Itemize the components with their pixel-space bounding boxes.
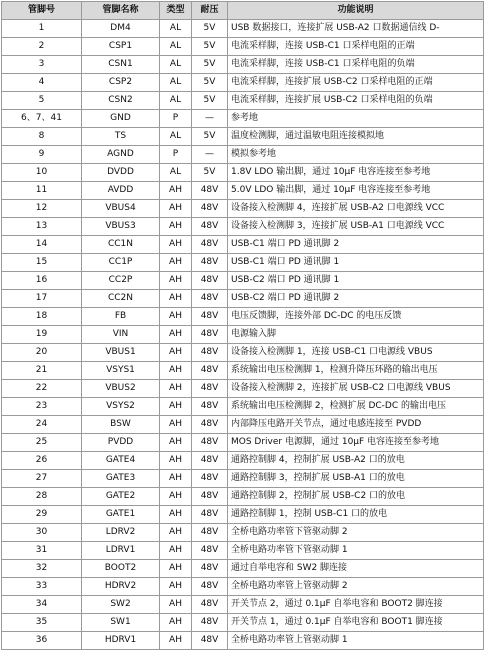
pin-name-cell: SW1 [82,614,160,632]
table-row [2,200,484,218]
pin-name-cell: GATE3 [82,470,160,488]
table-row [2,254,484,272]
pin-number-cell: 16 [2,272,82,290]
withstand-voltage-cell: 48V [192,506,228,524]
type-cell: AH [160,200,192,218]
pin-number-cell: 9 [2,146,82,164]
withstand-voltage-cell: 48V [192,596,228,614]
table-row [2,578,484,596]
pin-number-cell: 32 [2,560,82,578]
withstand-voltage-cell: 48V [192,614,228,632]
table-row [2,128,484,146]
pin-number-cell: 26 [2,452,82,470]
withstand-voltage-cell: 48V [192,326,228,344]
pin-number-cell: 3 [2,56,82,74]
type-cell: AH [160,632,192,650]
withstand-voltage-cell: 48V [192,362,228,380]
withstand-voltage-cell: 5V [192,38,228,56]
withstand-voltage-cell: 5V [192,74,228,92]
withstand-voltage-cell: 48V [192,290,228,308]
pin-name-cell: AGND [82,146,160,164]
function-description-cell: 电流采样脚，连接扩展 USB-C2 口采样电阻的正端 [228,74,484,92]
table-row [2,92,484,110]
function-description-cell: 5.0V LDO 输出脚，通过 10μF 电容连接至参考地 [228,182,484,200]
withstand-voltage-cell: 48V [192,542,228,560]
pin-number-cell: 31 [2,542,82,560]
pin-name-cell: VIN [82,326,160,344]
pin-name-cell: GATE2 [82,488,160,506]
pin-number-cell: 35 [2,614,82,632]
function-description-cell: USB-C2 端口 PD 通讯脚 1 [228,272,484,290]
withstand-voltage-cell: 48V [192,182,228,200]
table-row [2,542,484,560]
header-pin-name: 管脚名称 [82,2,160,20]
pin-number-cell: 11 [2,182,82,200]
function-description-cell: 系统输出电压检测脚 1，检测升降压环路的输出电压 [228,362,484,380]
table-row [2,596,484,614]
function-description-cell: 参考地 [228,110,484,128]
table-row [2,74,484,92]
withstand-voltage-cell: 5V [192,128,228,146]
pin-number-cell: 13 [2,218,82,236]
type-cell: AL [160,164,192,182]
pin-name-cell: VBUS1 [82,344,160,362]
withstand-voltage-cell: 5V [192,20,228,38]
pin-name-cell: VBUS2 [82,380,160,398]
type-cell: AH [160,452,192,470]
withstand-voltage-cell: 48V [192,560,228,578]
pin-name-cell: DVDD [82,164,160,182]
table-row [2,110,484,128]
pin-number-cell: 2 [2,38,82,56]
pin-number-cell: 18 [2,308,82,326]
pin-number-cell: 15 [2,254,82,272]
pin-number-cell: 19 [2,326,82,344]
type-cell: AL [160,56,192,74]
type-cell: AH [160,596,192,614]
pin-name-cell: PVDD [82,434,160,452]
pin-name-cell: CSN1 [82,56,160,74]
pin-number-cell: 27 [2,470,82,488]
pin-number-cell: 14 [2,236,82,254]
pin-number-cell: 28 [2,488,82,506]
withstand-voltage-cell: — [192,110,228,128]
pin-number-cell: 24 [2,416,82,434]
function-description-cell: MOS Driver 电源脚，通过 10μF 电容连接至参考地 [228,434,484,452]
pin-name-cell: CC1P [82,254,160,272]
table-row [2,326,484,344]
table-row [2,56,484,74]
type-cell: AH [160,542,192,560]
function-description-cell: 设备接入检测脚 2，连接扩展 USB-C2 口电源线 VBUS [228,380,484,398]
header-pin-number: 管脚号 [2,2,82,20]
withstand-voltage-cell: 5V [192,164,228,182]
type-cell: AL [160,20,192,38]
pin-name-cell: VSYS2 [82,398,160,416]
function-description-cell: 全桥电路功率管下管驱动脚 1 [228,542,484,560]
function-description-cell: 开关节点 2，通过 0.1μF 自举电容和 BOOT2 脚连接 [228,596,484,614]
type-cell: AH [160,578,192,596]
pin-name-cell: CC2N [82,290,160,308]
withstand-voltage-cell: 48V [192,470,228,488]
function-description-cell: 全桥电路功率管下管驱动脚 2 [228,524,484,542]
pin-number-cell: 6、7、41 [2,110,82,128]
table-row [2,344,484,362]
pin-name-cell: TS [82,128,160,146]
table-row [2,452,484,470]
withstand-voltage-cell: — [192,146,228,164]
pin-name-cell: FB [82,308,160,326]
header-withstand-voltage: 耐压 [192,2,228,20]
function-description-cell: 开关节点 1，通过 0.1μF 自举电容和 BOOT1 脚连接 [228,614,484,632]
table-row [2,236,484,254]
pin-name-cell: CC2P [82,272,160,290]
withstand-voltage-cell: 5V [192,56,228,74]
table-row [2,20,484,38]
pin-name-cell: BSW [82,416,160,434]
pin-number-cell: 34 [2,596,82,614]
function-description-cell: 1.8V LDO 输出脚，通过 10μF 电容连接至参考地 [228,164,484,182]
type-cell: AH [160,254,192,272]
function-description-cell: 设备接入检测脚 1，连接 USB-C1 口电源线 VBUS [228,344,484,362]
withstand-voltage-cell: 48V [192,254,228,272]
pin-number-cell: 4 [2,74,82,92]
pin-number-cell: 33 [2,578,82,596]
table-row [2,290,484,308]
table-row [2,38,484,56]
table-row [2,362,484,380]
type-cell: AH [160,470,192,488]
type-cell: AL [160,128,192,146]
pin-name-cell: CSP2 [82,74,160,92]
function-description-cell: 模拟参考地 [228,146,484,164]
type-cell: AH [160,416,192,434]
function-description-cell: 电流采样脚，连接 USB-C1 口采样电阻的负端 [228,56,484,74]
table-row [2,488,484,506]
table-row [2,272,484,290]
pin-number-cell: 22 [2,380,82,398]
header-row [2,2,484,20]
pin-number-cell: 23 [2,398,82,416]
pin-name-cell: LDRV1 [82,542,160,560]
pin-name-cell: VBUS4 [82,200,160,218]
type-cell: AH [160,506,192,524]
withstand-voltage-cell: 48V [192,632,228,650]
type-cell: AH [160,614,192,632]
function-description-cell: 通路控制脚 2，控制扩展 USB-C2 口的放电 [228,488,484,506]
table-header [2,2,484,20]
withstand-voltage-cell: 48V [192,416,228,434]
function-description-cell: USB-C1 端口 PD 通讯脚 2 [228,236,484,254]
pin-number-cell: 17 [2,290,82,308]
type-cell: AH [160,326,192,344]
pin-definition-table [1,1,484,650]
type-cell: AH [160,560,192,578]
pin-name-cell: BOOT2 [82,560,160,578]
table-row [2,146,484,164]
table-row [2,524,484,542]
type-cell: AH [160,182,192,200]
pin-number-cell: 21 [2,362,82,380]
table-row [2,614,484,632]
header-type: 类型 [160,2,192,20]
function-description-cell: 全桥电路功率管上管驱动脚 1 [228,632,484,650]
function-description-cell: 通路控制脚 3，控制扩展 USB-A1 口的放电 [228,470,484,488]
pin-name-cell: AVDD [82,182,160,200]
function-description-cell: USB-C1 端口 PD 通讯脚 1 [228,254,484,272]
function-description-cell: 设备接入检测脚 4，连接扩展 USB-A2 口电源线 VCC [228,200,484,218]
withstand-voltage-cell: 48V [192,578,228,596]
pin-name-cell: CC1N [82,236,160,254]
function-description-cell: 电源输入脚 [228,326,484,344]
table-row [2,560,484,578]
function-description-cell: USB-C2 端口 PD 通讯脚 2 [228,290,484,308]
pin-number-cell: 1 [2,20,82,38]
withstand-voltage-cell: 48V [192,380,228,398]
type-cell: AH [160,524,192,542]
withstand-voltage-cell: 48V [192,344,228,362]
type-cell: AL [160,74,192,92]
pin-name-cell: GATE1 [82,506,160,524]
pin-number-cell: 20 [2,344,82,362]
function-description-cell: 通过自举电容和 SW2 脚连接 [228,560,484,578]
pin-number-cell: 8 [2,128,82,146]
type-cell: AH [160,362,192,380]
type-cell: AH [160,434,192,452]
withstand-voltage-cell: 48V [192,308,228,326]
type-cell: AL [160,92,192,110]
pin-number-cell: 25 [2,434,82,452]
pin-name-cell: GATE4 [82,452,160,470]
function-description-cell: 系统输出电压检测脚 2，检测扩展 DC-DC 的输出电压 [228,398,484,416]
type-cell: AH [160,380,192,398]
withstand-voltage-cell: 48V [192,236,228,254]
table-row [2,470,484,488]
pin-name-cell: CSP1 [82,38,160,56]
withstand-voltage-cell: 5V [192,92,228,110]
pin-name-cell: CSN2 [82,92,160,110]
pin-name-cell: HDRV1 [82,632,160,650]
table-row [2,182,484,200]
function-description-cell: 设备接入检测脚 3，连接扩展 USB-A1 口电源线 VCC [228,218,484,236]
function-description-cell: 通路控制脚 4，控制扩展 USB-A2 口的放电 [228,452,484,470]
pin-number-cell: 36 [2,632,82,650]
type-cell: AH [160,236,192,254]
withstand-voltage-cell: 48V [192,272,228,290]
table-row [2,164,484,182]
withstand-voltage-cell: 48V [192,452,228,470]
function-description-cell: 内部降压电路开关节点，通过电感连接至 PVDD [228,416,484,434]
header-function-description: 功能说明 [228,2,484,20]
type-cell: AH [160,218,192,236]
withstand-voltage-cell: 48V [192,524,228,542]
pin-number-cell: 10 [2,164,82,182]
table-row [2,506,484,524]
pin-name-cell: GND [82,110,160,128]
function-description-cell: 电压反馈脚，连接外部 DC-DC 的电压反馈 [228,308,484,326]
function-description-cell: 温度检测脚，通过温敏电阻连接模拟地 [228,128,484,146]
table-row [2,398,484,416]
withstand-voltage-cell: 48V [192,434,228,452]
pin-name-cell: SW2 [82,596,160,614]
type-cell: AH [160,398,192,416]
function-description-cell: 电流采样脚，连接扩展 USB-C2 口采样电阻的负端 [228,92,484,110]
withstand-voltage-cell: 48V [192,488,228,506]
function-description-cell: 电流采样脚，连接 USB-C1 口采样电阻的正端 [228,38,484,56]
table-row [2,218,484,236]
type-cell: AL [160,38,192,56]
type-cell: P [160,110,192,128]
pin-number-cell: 12 [2,200,82,218]
function-description-cell: 通路控制脚 1，控制 USB-C1 口的放电 [228,506,484,524]
pin-name-cell: VBUS3 [82,218,160,236]
withstand-voltage-cell: 48V [192,200,228,218]
function-description-cell: USB 数据接口，连接扩展 USB-A2 口数据通信线 D- [228,20,484,38]
table-body [2,20,484,650]
pin-number-cell: 5 [2,92,82,110]
table-row [2,416,484,434]
pin-name-cell: HDRV2 [82,578,160,596]
table-row [2,380,484,398]
table-row [2,632,484,650]
type-cell: AH [160,308,192,326]
type-cell: AH [160,290,192,308]
pin-name-cell: VSYS1 [82,362,160,380]
withstand-voltage-cell: 48V [192,398,228,416]
pin-number-cell: 29 [2,506,82,524]
withstand-voltage-cell: 48V [192,218,228,236]
type-cell: AH [160,344,192,362]
pin-number-cell: 30 [2,524,82,542]
pin-name-cell: DM4 [82,20,160,38]
table-row [2,434,484,452]
table-row [2,308,484,326]
function-description-cell: 全桥电路功率管上管驱动脚 2 [228,578,484,596]
pin-name-cell: LDRV2 [82,524,160,542]
type-cell: P [160,146,192,164]
type-cell: AH [160,272,192,290]
type-cell: AH [160,488,192,506]
